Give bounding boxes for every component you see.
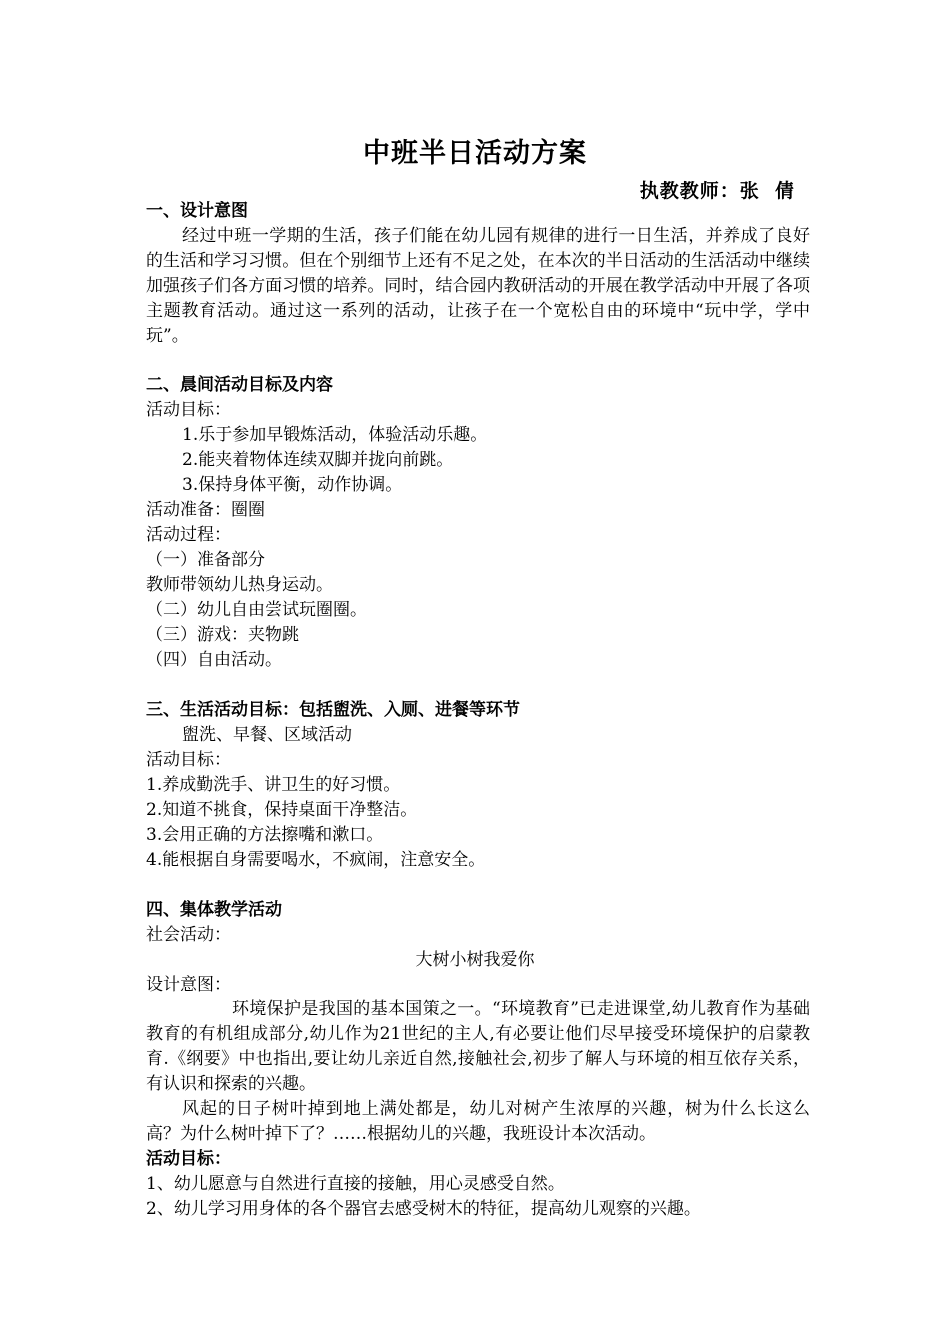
lesson-goals-label: 活动目标： (146, 1149, 231, 1169)
design-intent-paragraph: 经过中班一学期的生活，孩子们能在幼儿园有规律的进行一日生活，并养成了良好的生活和学习习惯。但在个别细节上还有不足之处，在本次的半日活动的生活活动中继续加强孩子们各方面习惯的培养。同时，结合园内教研活动的开展在教学活动中开展了各项主题教育活动。通过这一系列的活动，让孩子在一个宽松自由的环境中“玩中学，学中玩”。 (146, 226, 810, 346)
morning-step: （二）幼儿自由尝试玩圈圈。 (146, 600, 367, 620)
section-heading-teaching: 四、集体教学活动 (146, 900, 282, 920)
lesson-design-paragraph: 环境保护是我国的基本国策之一。“环境教育”已走进课堂,幼儿教育作为基础教育的有机组成部分,幼儿作为21世纪的主人,有必要让他们尽早接受环境保护的启蒙教育.《纲要》中也指出,要让幼儿亲近自然,接触社会,初步了解人与环境的相互依存关系，有认识和探索的兴趣。 (146, 999, 810, 1094)
section-heading-life: 三、生活活动目标：包括盥洗、入厕、进餐等环节 (146, 700, 520, 720)
lesson-title: 大树小树我爱你 (415, 950, 535, 970)
social-activity-label: 社会活动： (146, 925, 231, 945)
morning-step: 教师带领幼儿热身运动。 (146, 575, 333, 595)
life-goal-item: 4.能根据自身需要喝水，不疯闹，注意安全。 (146, 850, 486, 870)
morning-goal-item: 3.保持身体平衡，动作协调。 (182, 475, 403, 495)
lesson-origin-paragraph: 风起的日子树叶掉到地上满处都是，幼儿对树产生浓厚的兴趣，树为什么长这么高？为什么树叶掉下了？……根据幼儿的兴趣，我班设计本次活动。 (146, 1099, 810, 1144)
morning-preparation: 活动准备：圈圈 (146, 500, 265, 520)
morning-process-label: 活动过程： (146, 525, 231, 545)
section-heading-design: 一、设计意图 (146, 201, 248, 221)
morning-goal-item: 2.能夹着物体连续双脚并拢向前跳。 (182, 450, 454, 470)
life-goal-item: 2.知道不挑食，保持桌面干净整洁。 (146, 800, 418, 820)
lesson-goal-item: 1、幼儿愿意与自然进行直接的接触，用心灵感受自然。 (146, 1174, 565, 1194)
lesson-design-label: 设计意图： (146, 975, 231, 995)
life-activities: 盥洗、早餐、区域活动 (182, 725, 352, 745)
morning-step: （四）自由活动。 (146, 650, 282, 670)
morning-goals-label: 活动目标： (146, 400, 231, 420)
life-goals-label: 活动目标： (146, 750, 231, 770)
lesson-goal-item: 2、幼儿学习用身体的各个器官去感受树木的特征，提高幼儿观察的兴趣。 (146, 1199, 701, 1219)
section-heading-morning: 二、晨间活动目标及内容 (146, 375, 333, 395)
life-goal-item: 1.养成勤洗手、讲卫生的好习惯。 (146, 775, 401, 795)
morning-step: （一）准备部分 (146, 550, 265, 570)
teacher-name: 执教教师：张 倩 (639, 180, 795, 202)
document-title: 中班半日活动方案 (363, 138, 587, 169)
morning-step: （三）游戏：夹物跳 (146, 625, 299, 645)
life-goal-item: 3.会用正确的方法擦嘴和漱口。 (146, 825, 384, 845)
morning-goal-item: 1.乐于参加早锻炼活动，体验活动乐趣。 (182, 425, 488, 445)
